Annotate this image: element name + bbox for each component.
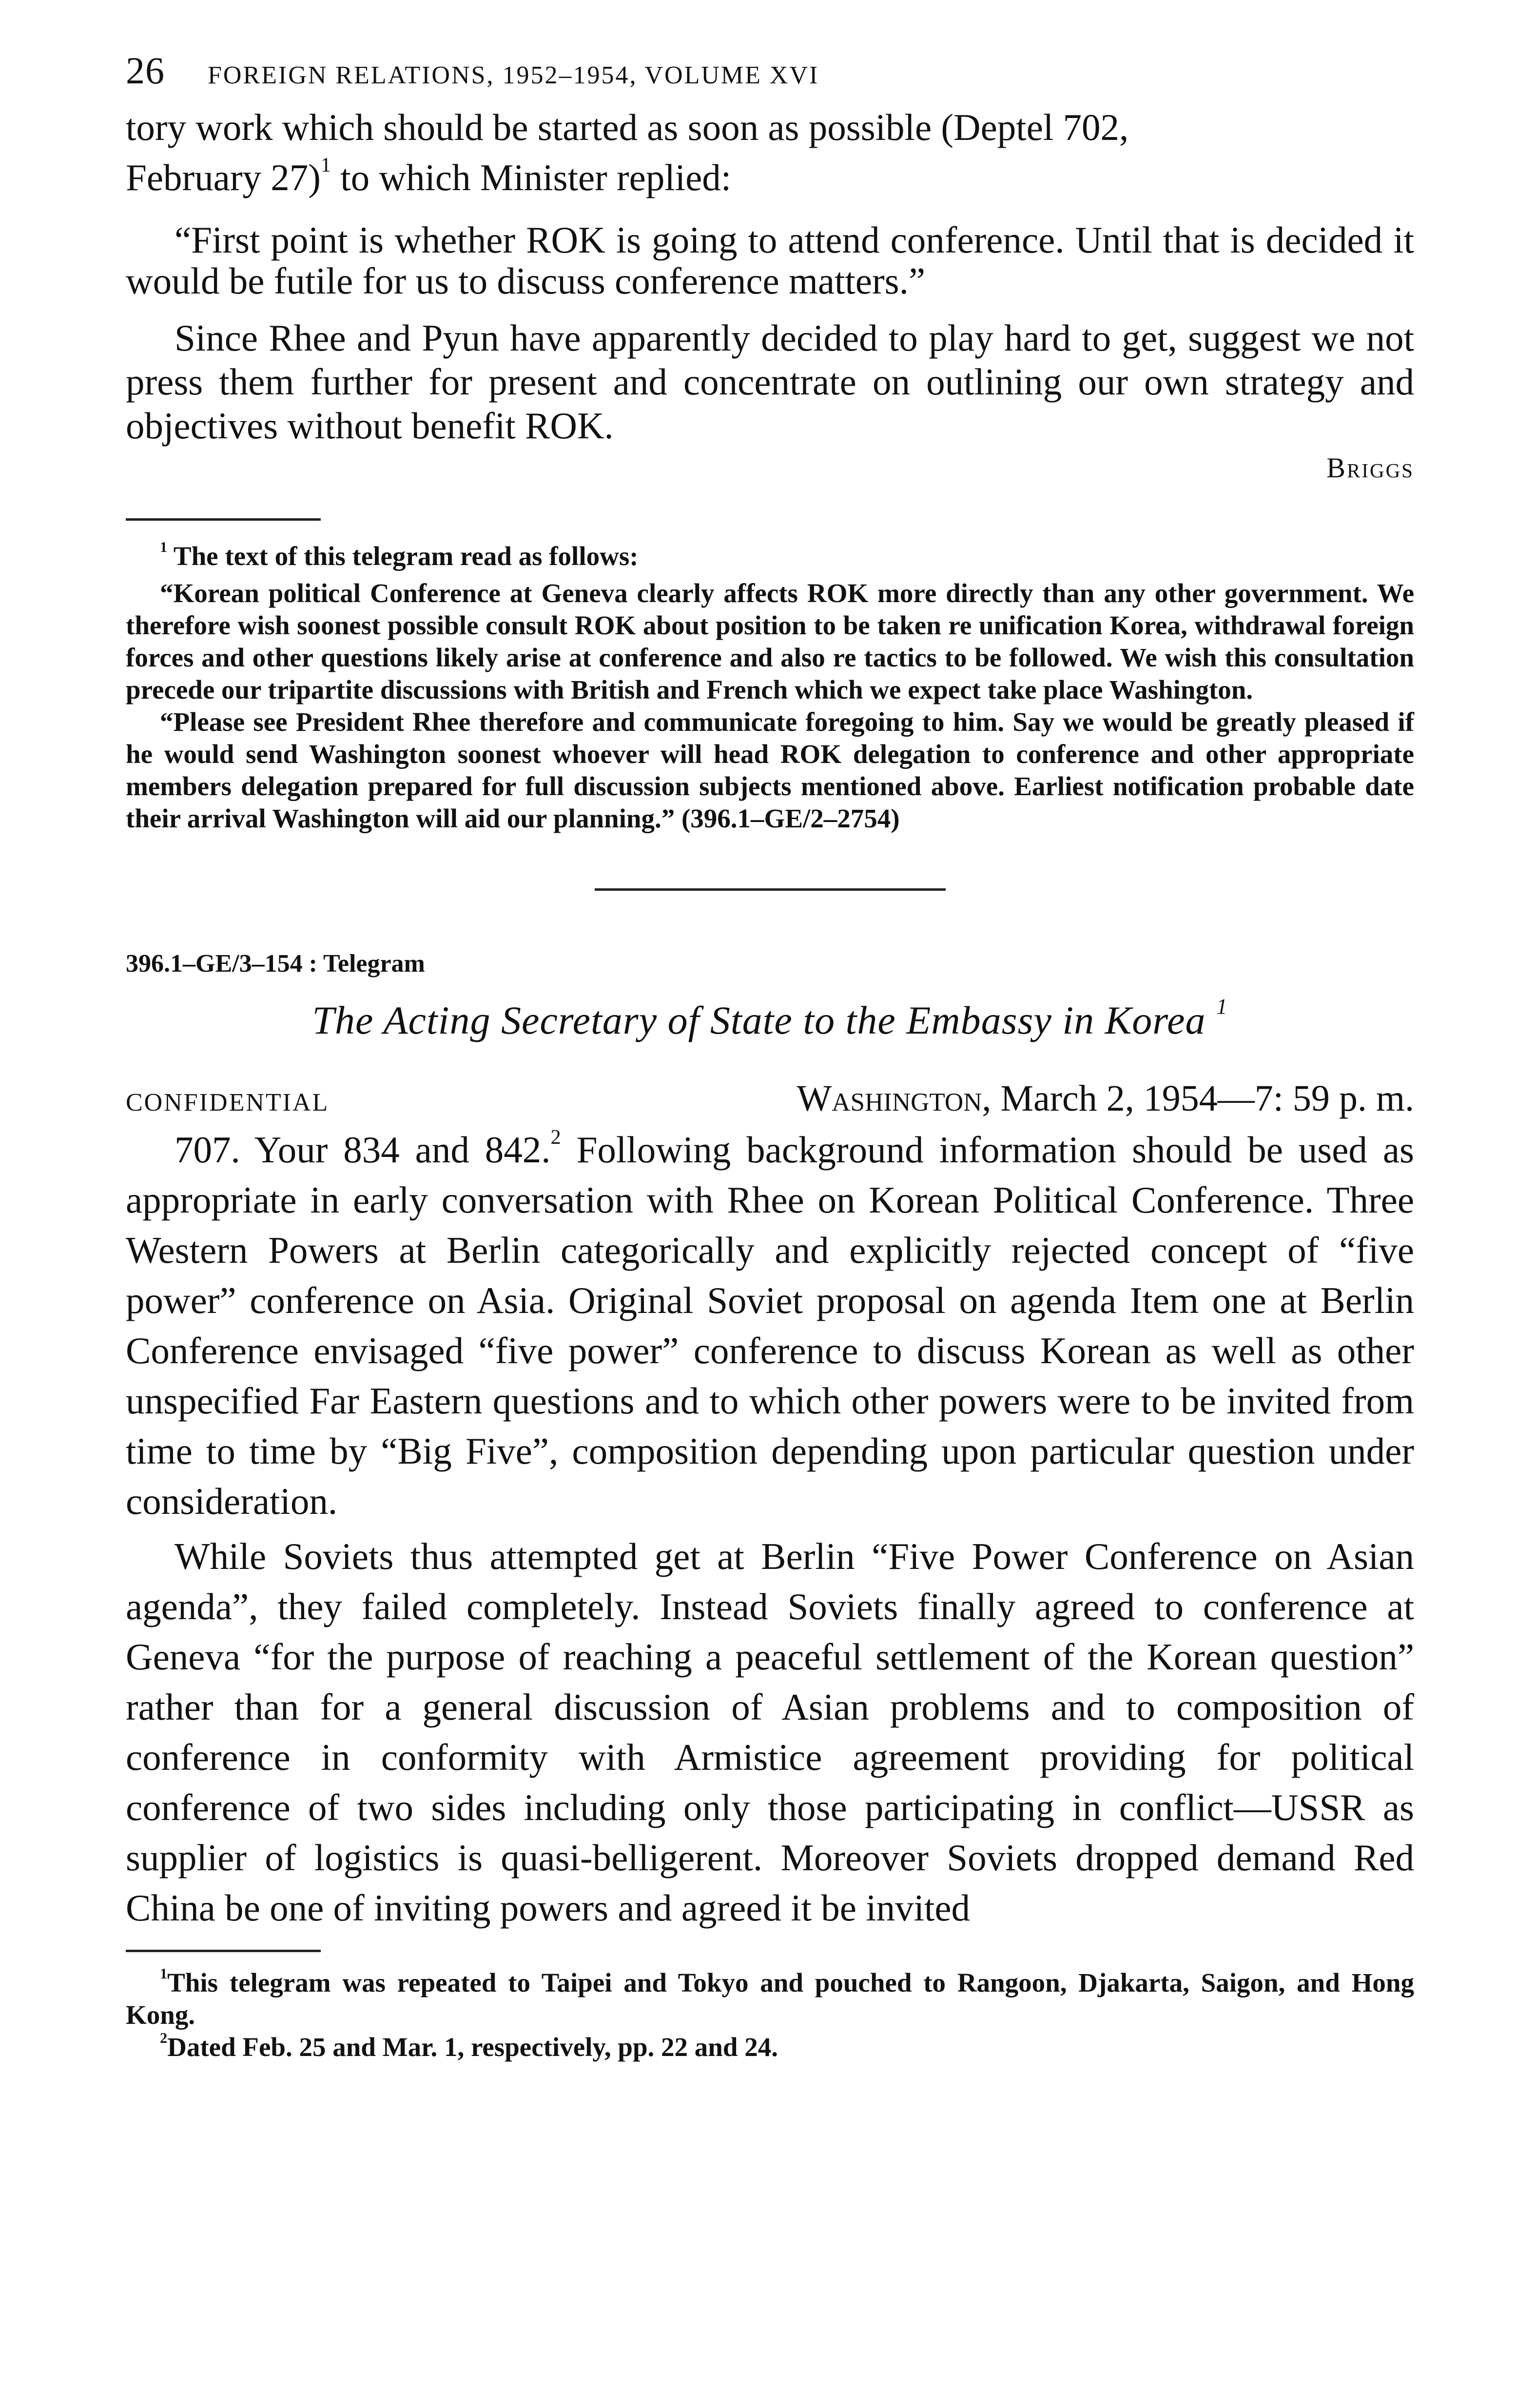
footnote-ref: 1 (320, 153, 331, 176)
recommendation-paragraph: Since Rhee and Pyun have apparently decided to play hard to get, suggest we not press them further for present and concentrate on outlining our own strategy and objectives without benefit ROK. (126, 317, 1414, 447)
title-footnote-ref: 1 (1216, 994, 1228, 1019)
document-title-text: The Acting Secretary of State to the Embassy in Korea (312, 998, 1206, 1042)
footnote-ref-2: 2 (550, 1125, 561, 1149)
footnote-intro-text: The text of this telegram read as follows: (173, 541, 639, 571)
bottom-footnote-1-text: This telegram was repeated to Taipei and Tokyo and pouched to Rangoon, Djakarta, Saigon, and Hong Kong. (126, 1968, 1414, 2030)
telegram-paragraph-1 (126, 1125, 1414, 1527)
document-title (126, 994, 1414, 1043)
bottom-footnote-1-marker: 1 (160, 1965, 168, 1982)
classification: CONFIDENTIAL (126, 1089, 330, 1116)
telegram-paragraph-1-start: 707. Your 834 and 842. (175, 1129, 551, 1171)
continuation-text: February 27) (126, 157, 321, 198)
dateline (126, 1077, 1414, 1120)
signature: Briggs (1326, 452, 1414, 484)
footnote-marker: 1 (160, 538, 168, 555)
footnote-paragraph-1: “Korean political Conference at Geneva clearly affects ROK more directly than any other government. We therefore wish soonest possible consult ROK about position to be taken re unification Korea, withdrawal foreign forces and other questions likely arise at conference and also re tactics to be followed. We wish this consultation precede our tripartite discussions with British and French which we expect take place Washington. (126, 578, 1414, 705)
minister-quote: “First point is whether ROK is going to attend conference. Until that is decided it would be futile for us to discuss conference matters.” (126, 219, 1414, 302)
bottom-footnote-2-marker: 2 (160, 2029, 168, 2046)
continuation-text-end: to which Minister replied: (331, 157, 732, 198)
bottom-footnote-2-text: Dated Feb. 25 and Mar. 1, respectively, pp. 22 and 24. (167, 2032, 778, 2062)
footnote-rule (126, 518, 321, 521)
date: , March 2, 1954—7: 59 p. m. (982, 1078, 1414, 1119)
bottom-footnote-rule (126, 1950, 321, 1952)
footnote-paragraph-2: “Please see President Rhee therefore and communicate foregoing to him. Say we would be greatly pleased if he would send Washington soonest whoever will head ROK delegation to conference and other appropriate members delegation prepared for full discussion subjects mentioned above. Earliest notification probable date their arrival Washington will aid our planning.” (396.1–GE/2–2754) (126, 707, 1414, 833)
document-file-id: 396.1–GE/3–154 : Telegram (126, 950, 425, 978)
bottom-footnote-2 (126, 2031, 1414, 2063)
place-date (797, 1077, 1414, 1120)
page-header (126, 49, 1414, 102)
telegram-paragraph-2: While Soviets thus attempted get at Berlin “Five Power Conference on Asian agenda”, they failed completely. Instead Soviets finally agreed to conference at Geneva “for the purpose of reaching a peaceful settlement of the Korean question” rather than for a general discussion of Asian problems and to composition of conference in conformity with Armistice agreement providing for political conference of two sides including only those participating in conflict—USSR as supplier of logistics is quasi-belligerent. Moreover Soviets dropped demand Red China be one of inviting powers and agreed it be invited (126, 1535, 1414, 1929)
telegram-paragraph-1-text: Following background information should be used as appropriate in early conversation with Rhee on Korean Political Conference. Three Western Powers at Berlin categorically and explicitly rejected concept of “five power” conference on Asia. Original Soviet proposal on agenda Item one at Berlin Conference envisaged “five power” conference to discuss Korean as well as other unspecified Far Eastern questions and to which other powers were to be invited from time to time by “Big Five”, composition depending upon particular question under consideration. (126, 1129, 1414, 1522)
place: Washington (797, 1078, 982, 1119)
continuation-line-2 (126, 153, 1414, 203)
continuation-line: tory work which should be started as soon as possible (Deptel 702, (126, 106, 1129, 148)
footnote-intro (126, 540, 1414, 572)
page-number: 26 (126, 49, 165, 92)
bottom-footnote-1 (126, 1967, 1414, 2031)
running-head: FOREIGN RELATIONS, 1952–1954, VOLUME XVI (208, 61, 819, 89)
section-divider (595, 888, 946, 891)
